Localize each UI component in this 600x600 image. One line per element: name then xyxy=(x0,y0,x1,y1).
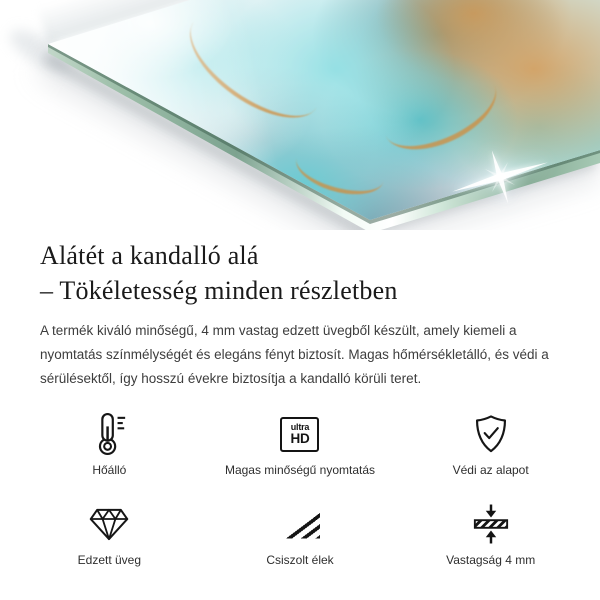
feature-tempered-glass xyxy=(14,501,205,567)
feature-label: Edzett üveg xyxy=(77,553,142,567)
ultra-hd-icon xyxy=(280,411,319,457)
feature-label: Magas minőségű nyomtatás xyxy=(224,463,376,477)
feature-protects-base xyxy=(395,411,586,477)
shield-check-icon xyxy=(473,411,509,457)
thermometer-icon xyxy=(90,411,128,457)
page-title-line1: Alátét a kandalló alá xyxy=(40,241,259,270)
feature-polished-edges xyxy=(205,501,396,567)
page-title xyxy=(40,238,560,308)
feature-label: Csiszolt élek xyxy=(266,553,334,567)
ultra-hd-icon-text-top: ultra xyxy=(290,421,310,432)
thickness-arrows-icon xyxy=(472,501,510,547)
feature-thickness xyxy=(395,501,586,567)
feature-heat-resistant xyxy=(14,411,205,477)
product-description: A termék kiváló minőségű, 4 mm vastag edzett üvegből készült, amely kiemeli a nyomtatás színmélységét és elegáns fényt biztosít. Magas hőmérsékletálló, és védi a sérülésektől, így hosszú évekre biztosítja a kandalló körüli teret. xyxy=(40,323,549,386)
product-image xyxy=(0,0,600,230)
feature-label: Védi az alapot xyxy=(452,463,529,477)
diamond-icon xyxy=(88,501,130,547)
feature-label: Hőálló xyxy=(92,463,127,477)
feature-print-quality xyxy=(205,411,396,477)
sparkle-icon xyxy=(445,122,555,230)
feature-label: Vastagság 4 mm xyxy=(446,553,536,567)
polished-edges-icon xyxy=(280,501,320,547)
feature-grid xyxy=(14,411,586,567)
ultra-hd-icon-text-bottom: HD xyxy=(290,430,310,446)
page-title-line2: – Tökéletesség minden részletben xyxy=(40,276,398,305)
